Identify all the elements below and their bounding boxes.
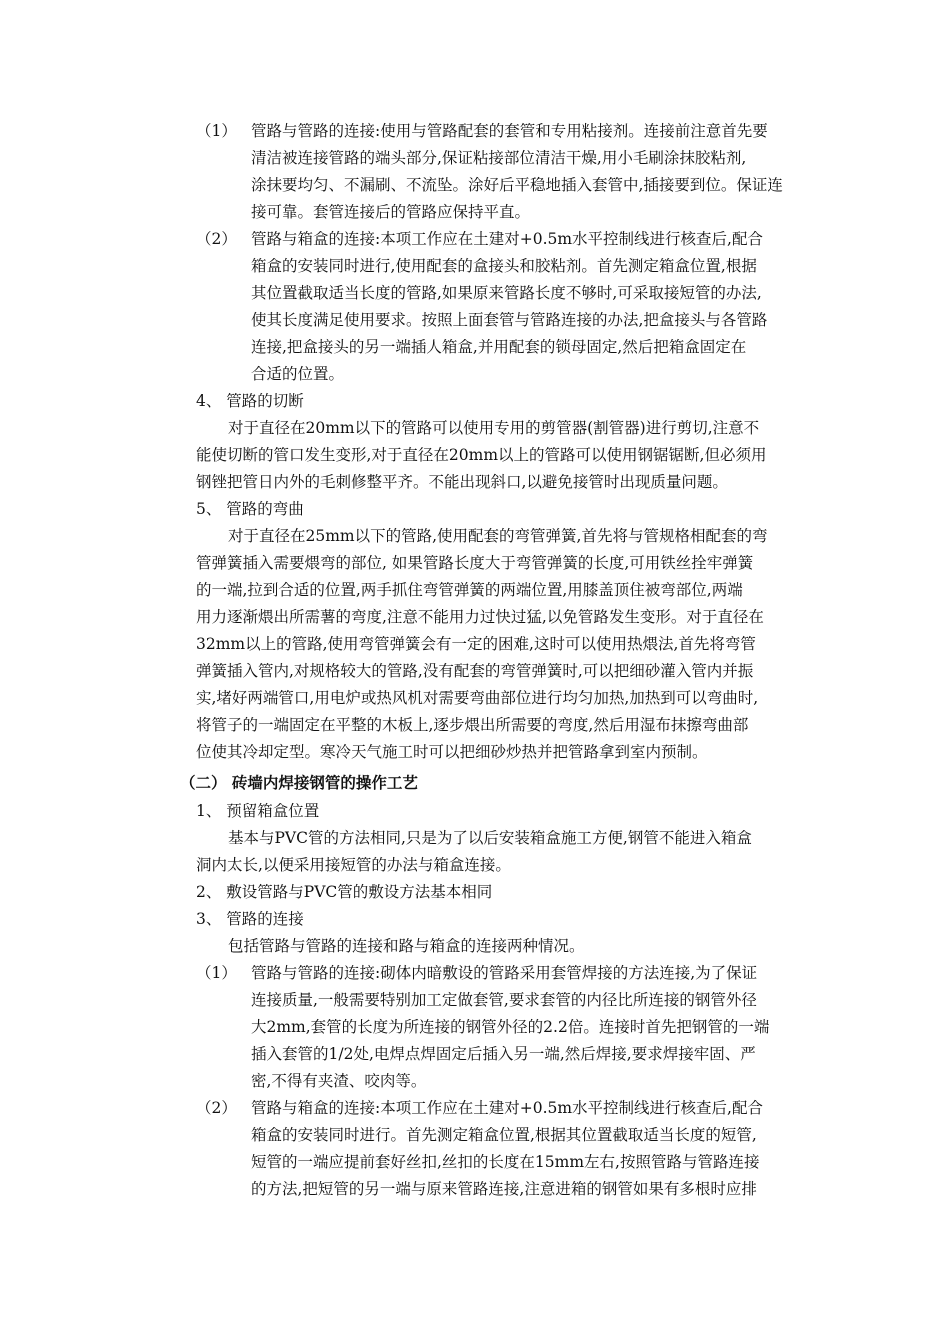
text-line: 的一端,拉到合适的位置,两手抓住弯管弹簧的两端位置,用膝盖顶住被弯部位,两端 bbox=[196, 581, 743, 599]
text-line: 使其长度满足使用要求。按照上面套管与管路连接的办法,把盒接头与各管路 bbox=[251, 311, 768, 329]
item-number: （1） bbox=[196, 964, 237, 982]
text-line: 32mm以上的管路,使用弯管弹簧会有一定的困难,这时可以使用热煨法,首先将弯管 bbox=[196, 635, 756, 653]
text-line: 涂抹要均匀、不漏刷、不流坠。涂好后平稳地插入套管中,插接要到位。保证连 bbox=[251, 176, 783, 194]
text-line: 对于直径在25mm以下的管路,使用配套的弯管弹簧,首先将与管规格相配套的弯 bbox=[228, 527, 768, 545]
text-line: 密,不得有夹渣、咬肉等。 bbox=[251, 1072, 427, 1090]
text-line: 的方法,把短管的另一端与原来管路连接,注意进箱的钢管如果有多根时应排 bbox=[251, 1180, 757, 1198]
text-line: 管路与箱盒的连接:本项工作应在土建对+0.5m水平控制线进行核查后,配合 bbox=[251, 230, 763, 248]
text-line: 箱盒的安装同时进行,使用配套的盒接头和胶粘剂。首先测定箱盒位置,根据 bbox=[251, 257, 757, 275]
text-line: 接可靠。套管连接后的管路应保持平直。 bbox=[251, 203, 531, 221]
text-line: 对于直径在20mm以下的管路可以使用专用的剪管器(割管器)进行剪切,注意不 bbox=[228, 419, 760, 437]
text-line: 合适的位置。 bbox=[251, 365, 345, 383]
text-line: 连接质量,一般需要特别加工定做套管,要求套管的内径比所连接的钢管外径 bbox=[251, 991, 757, 1009]
text-line: 连接,把盒接头的另一端插人箱盒,并用配套的锁母固定,然后把箱盒固定在 bbox=[251, 338, 747, 356]
text-line: 能使切断的管口发生变形,对于直径在20mm以上的管路可以使用钢锯锯断,但必须用 bbox=[196, 446, 767, 464]
subsection-heading: 3、 管路的连接 bbox=[196, 910, 304, 928]
text-line: 管路与管路的连接:砌体内暗敷设的管路采用套管焊接的方法连接,为了保证 bbox=[251, 964, 758, 982]
text-line: 管弹簧插入需要煨弯的部位, 如果管路长度大于弯管弹簧的长度,可用铁丝拴牢弹簧 bbox=[196, 554, 754, 572]
text-line: 钢锉把管日内外的毛刺修整平齐。不能出现斜口,以避免接管时出现质量问题。 bbox=[196, 473, 728, 491]
subsection-heading: 4、 管路的切断 bbox=[196, 392, 304, 410]
item-number: （1） bbox=[196, 122, 237, 140]
text-line: 用力逐渐煨出所需薯的弯度,注意不能用力过快过猛,以免管路发生变形。对于直径在 bbox=[196, 608, 764, 626]
text-line: 插入套管的1/2处,电焊点焊固定后插入另一端,然后焊接,要求焊接牢固、严 bbox=[251, 1045, 756, 1063]
item-number: （2） bbox=[196, 230, 237, 248]
section-heading: （二） 砖墙内焊接钢管的操作工艺 bbox=[180, 774, 418, 792]
text-line: 管路与箱盒的连接:本项工作应在土建对+0.5m水平控制线进行核查后,配合 bbox=[251, 1099, 763, 1117]
subsection-heading: 5、 管路的弯曲 bbox=[196, 500, 304, 518]
text-line: 包括管路与管路的连接和路与箱盒的连接两种情况。 bbox=[228, 937, 585, 955]
text-line: 短管的一端应提前套好丝扣,丝扣的长度在15mm左右,按照管路与管路连接 bbox=[251, 1153, 760, 1171]
text-line: 弹簧插入管内,对规格较大的管路,没有配套的弯管弹簧时,可以把细砂灌入管内并振 bbox=[196, 662, 754, 680]
text-line: 清洁被连接管路的端头部分,保证粘接部位清洁干燥,用小毛刷涂抹胶粘剂, bbox=[251, 149, 747, 167]
text-line: 实,堵好两端管口,用电炉或热风机对需要弯曲部位进行均匀加热,加热到可以弯曲时, bbox=[196, 689, 759, 707]
text-line: 基本与PVC管的方法相同,只是为了以后安装箱盒施工方便,钢管不能进入箱盒 bbox=[228, 829, 752, 847]
text-line: 洞内太长,以便采用接短管的办法与箱盒连接。 bbox=[196, 856, 511, 874]
text-line: 箱盒的安装同时进行。首先测定箱盒位置,根据其位置截取适当长度的短管, bbox=[251, 1126, 757, 1144]
subsection-heading: 2、 敷设管路与PVC管的敷设方法基本相同 bbox=[196, 883, 493, 901]
text-line: 其位置截取适当长度的管路,如果原来管路长度不够时,可采取接短管的办法, bbox=[251, 284, 762, 302]
text-line: 大2mm,套管的长度为所连接的钢管外径的2.2倍。连接时首先把钢管的一端 bbox=[251, 1018, 770, 1036]
text-line: 将管子的一端固定在平整的木板上,逐步煨出所需要的弯度,然后用湿布抹擦弯曲部 bbox=[196, 716, 749, 734]
text-line: 管路与管路的连接:使用与管路配套的套管和专用粘接剂。连接前注意首先要 bbox=[251, 122, 768, 140]
item-number: （2） bbox=[196, 1099, 237, 1117]
subsection-heading: 1、 预留箱盒位置 bbox=[196, 802, 320, 820]
text-line: 位使其冷却定型。寒冷天气施工时可以把细砂炒热并把管路拿到室内预制。 bbox=[196, 743, 708, 761]
